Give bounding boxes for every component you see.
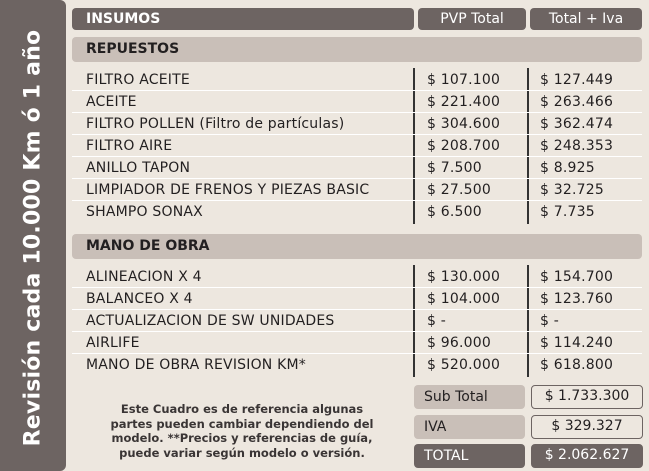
mano-obra-pvp: $ 130.000 <box>427 269 501 285</box>
header-insumos: INSUMOS <box>72 8 414 30</box>
subtotal-label: Sub Total <box>414 385 525 409</box>
subtotal-value: $ 1.733.300 <box>531 385 643 409</box>
repuesto-iva: $ 248.353 <box>540 138 614 154</box>
iva-value: $ 329.327 <box>531 415 643 439</box>
iva-label: IVA <box>414 415 525 439</box>
repuesto-name: SHAMPO SONAX <box>86 204 203 220</box>
column-divider <box>413 265 415 377</box>
repuesto-pvp: $ 304.600 <box>427 116 501 132</box>
section-mano-de-obra: MANO DE OBRA <box>72 234 642 259</box>
mano-obra-iva: $ - <box>540 313 560 329</box>
mano-obra-name: ACTUALIZACION DE SW UNIDADES <box>86 313 335 329</box>
total-value: $ 2.062.627 <box>531 444 643 468</box>
repuesto-iva: $ 127.449 <box>540 72 614 88</box>
mano-obra-iva: $ 154.700 <box>540 269 614 285</box>
header-pvp-total: PVP Total <box>418 8 526 30</box>
repuesto-name: FILTRO POLLEN (Filtro de partículas) <box>86 116 345 132</box>
total-label: TOTAL <box>414 444 525 468</box>
mano-obra-pvp: $ 520.000 <box>427 357 501 373</box>
mano-obra-pvp: $ 104.000 <box>427 291 501 307</box>
column-divider <box>527 265 529 377</box>
section-repuestos: REPUESTOS <box>72 37 642 62</box>
mano-obra-name: ALINEACION X 4 <box>86 269 202 285</box>
repuesto-iva: $ 263.466 <box>540 94 614 110</box>
mano-obra-iva: $ 123.760 <box>540 291 614 307</box>
repuesto-pvp: $ 27.500 <box>427 182 491 198</box>
repuesto-name: LIMPIADOR DE FRENOS Y PIEZAS BASIC <box>86 182 370 198</box>
mano-obra-name: BALANCEO X 4 <box>86 291 193 307</box>
mano-obra-pvp: $ 96.000 <box>427 335 491 351</box>
mano-obra-iva: $ 114.240 <box>540 335 614 351</box>
repuesto-pvp: $ 107.100 <box>427 72 501 88</box>
repuesto-name: ANILLO TAPON <box>86 160 191 176</box>
mano-obra-iva: $ 618.800 <box>540 357 614 373</box>
repuesto-pvp: $ 208.700 <box>427 138 501 154</box>
repuesto-name: FILTRO ACEITE <box>86 72 190 88</box>
mano-obra-name: AIRLIFE <box>86 335 140 351</box>
repuesto-iva: $ 32.725 <box>540 182 604 198</box>
repuesto-name: FILTRO AIRE <box>86 138 173 154</box>
repuesto-iva: $ 8.925 <box>540 160 595 176</box>
disclaimer-note: Este Cuadro es de referencia algunas partes pueden cambiar dependiendo del modelo. **Precios y referencias de guía, puede variar según modelo o versión. <box>110 402 374 460</box>
header-total-iva: Total + Iva <box>530 8 642 30</box>
repuesto-name: ACEITE <box>86 94 137 110</box>
side-band <box>0 0 66 471</box>
repuesto-pvp: $ 221.400 <box>427 94 501 110</box>
repuesto-pvp: $ 7.500 <box>427 160 482 176</box>
mano-obra-pvp: $ - <box>427 313 447 329</box>
repuesto-iva: $ 7.735 <box>540 204 595 220</box>
repuesto-iva: $ 362.474 <box>540 116 614 132</box>
side-title: Revisión cada 10.000 Km ó 1 año <box>20 29 46 447</box>
repuesto-pvp: $ 6.500 <box>427 204 482 220</box>
mano-obra-name: MANO DE OBRA REVISION KM* <box>86 357 306 373</box>
